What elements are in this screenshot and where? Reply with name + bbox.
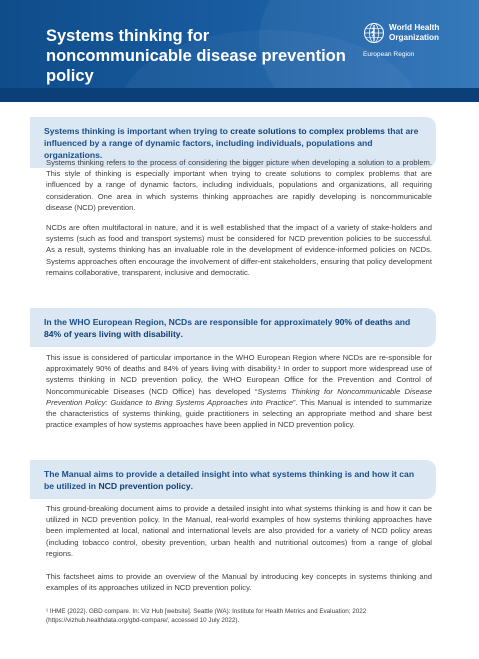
page-title: Systems thinking for noncommunicable disease prevention policy [46,27,346,85]
who-emblem-icon [363,22,385,44]
header-banner [0,0,479,88]
org-region: European Region [363,51,415,58]
who-logo [363,22,463,70]
paragraph-factsheet: This factsheet aims to provide an overview of the Manual by introducing key concepts in systems thinking and examples of its approaches utilized in NCD prevention policy. [46,572,432,593]
paragraph-ncds: NCDs are often multifactoral in nature, and it is well established that the impact of a variety of stake-holders and systems (such as food and transport systems) must be considered for NCD prevention policies to be successful. As a result, systems thinking has an invaluable role in the development of evidence-informed policies on NCDs. Systems approaches often encourage the involvement of differ-ent stakeholders, ensuring that policy development remains collaborative, transparent, inclusive and democratic. [46,223,432,277]
header-strip [0,88,479,102]
paragraph-european-region: This issue is considered of particular importance in the WHO European Region where NCDs are re-sponsible for approximately 90% of deaths and 84% of years living with disability.¹ In order to support more widespread use of systems thinking in NCD prevention policy, the WHO European Office for the Prevention and Control of Noncommunicable Diseases (NCD Office) has developed “Systems Thinking for Noncommunicable Disease Prevention Policy: Guidance to Bring Systems Approaches into Practice”. This Manual is intended to summarize the characteristics of systems thinking, guide practitioners in selecting an appropriate method and share best practice examples of how systems approaches have been applied in NCD prevention policy. [46,353,432,430]
paragraph-intro: Systems thinking refers to the process of considering the bigger picture when developing a solution to a problem. This style of thinking is especially important when trying to create solutions to complex problems that are influenced by a range of dynamic factors, including individuals, populations and organizations, all requiring consideration. One area in which systems thinking approaches are rapidly developing is noncommunicable disease (NCD) prevention. [46,158,432,212]
paragraph-manual: This ground-breaking document aims to provide a detailed insight into what systems thinking is and how it can be utilized in NCD prevention policy. In the Manual, real-world examples of how systems thinking approaches have been implemented at local, national and international levels are also provided for a variety of NCD policy areas (including tobacco control, obesity prevention, urban health and nutritional outcomes) from a range of global regions. [46,504,432,558]
footnote: ¹ IHME (2022). GBD compare. In: Viz Hub [website]. Seattle (WA): Institute for Health Metrics and Evaluation; 2022 (https://vizhub.healthdata.org/gbd-compare/, accessed 10 July 2022). [46,608,367,624]
callout-who-region: In the WHO European Region, NCDs are responsible for approximately 90% of deaths and 84% of years living with disability. [30,308,436,347]
callout-manual-aims: The Manual aims to provide a detailed insight into what systems thinking is and how it can be utilized in NCD prevention policy. [30,460,436,499]
callout-systems-thinking: Systems thinking is important when trying to create solutions to complex problems that are influenced by a range of dynamic factors, including individuals, populations and organizations. [30,117,436,168]
org-name: World Health Organization [389,23,440,42]
